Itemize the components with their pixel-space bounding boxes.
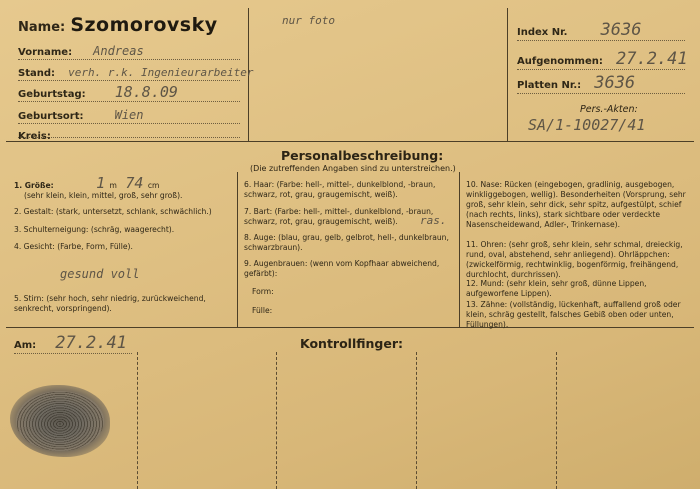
stand-label: Stand: [18, 68, 56, 79]
divider-header [6, 141, 694, 142]
groesse-value-cm: 74 [125, 174, 144, 192]
schulterneigung: 3. Schulterneigung: (schräg, waagerecht). [14, 225, 175, 234]
index-row [517, 20, 685, 41]
fuelle-label: Fülle: [252, 306, 273, 315]
finger-divider-2 [276, 352, 277, 489]
finger-divider-3 [416, 352, 417, 489]
gesicht: 4. Gesicht: (Farbe, Form, Fülle). [14, 242, 133, 251]
kreis-label: Kreis: [18, 131, 51, 142]
platten-label: Platten Nr.: [517, 80, 582, 91]
personal-subtitle: (Die zutreffenden Angaben sind zu unterstreichen.) [250, 164, 456, 173]
am-value: 27.2.41 [55, 333, 127, 353]
nase: 10. Nase: Rücken (eingebogen, gradlinig, ausgebogen, winkliggebogen, wellig). Besonderheiten (Vorsprung, sehr groß, sehr klein, sehr dick, sehr spitz, aufgestülpt, schief (nach rechts, links), stark sichtbare oder verdeckte Nasenscheidewand, Adler-, Trinkernase). [466, 180, 686, 229]
name-label: Name: [18, 20, 66, 35]
divider-col2 [459, 172, 460, 327]
geburtstag-value: 18.8.09 [114, 83, 178, 101]
akten-value: SA/1-10027/41 [528, 116, 646, 134]
vorname-row [18, 40, 240, 60]
aufgenommen-row [517, 49, 688, 70]
stand-value: verh. r.k. Ingenieurarbeiter [68, 66, 254, 79]
geburtsort-row [18, 104, 240, 124]
stand-row [18, 61, 254, 81]
kontrollfinger-title: Kontrollfinger: [300, 336, 404, 351]
name-row [18, 14, 218, 36]
aufgenommen-label: Aufgenommen: [517, 56, 603, 67]
akten-label: Pers.-Akten: [580, 104, 638, 115]
ohren: 11. Ohren: (sehr groß, sehr klein, sehr schmal, dreieckig, rund, oval, abstehend, sehr anliegend). Ohrläppchen: (zwickelförmig, rechtwinklig, bogenförmig, freihängend, durchlocht, durchrissen). [466, 240, 683, 279]
fingerprint-image [10, 385, 110, 457]
vorname-value: Andreas [93, 44, 144, 58]
groesse-row [14, 174, 234, 192]
finger-divider-1 [137, 352, 138, 489]
am-label: Am: [14, 340, 37, 351]
groesse-options: (sehr klein, klein, mittel, groß, sehr groß). [24, 191, 183, 200]
geburtstag-row [18, 82, 240, 102]
divider-right [507, 8, 508, 141]
vorname-label: Vorname: [18, 47, 73, 58]
index-value: 3636 [600, 20, 642, 40]
divider-col1 [237, 172, 238, 327]
gestalt: 2. Gestalt: (stark, untersetzt, schlank, schwächlich.) [14, 207, 212, 216]
personal-title: Personalbeschreibung: [281, 148, 444, 163]
groesse-unit-cm: cm [147, 181, 160, 190]
stirn: 5. Stirn: (sehr hoch, sehr niedrig, zurückweichend, senkrecht, vorspringend). [14, 294, 206, 313]
geburtstag-label: Geburtstag: [18, 89, 86, 100]
bart-value: ras. [420, 214, 447, 227]
index-label: Index Nr. [517, 27, 568, 38]
bart: 7. Bart: (Farbe: hell-, mittel-, dunkelblond, -braun, schwarz, rot, grau, graugemischt, weiß). [244, 207, 434, 226]
groesse-unit-m: m [109, 181, 117, 190]
aufgenommen-value: 27.2.41 [615, 49, 688, 69]
groesse-value-m: 1 [96, 174, 106, 192]
mund: 12. Mund: (sehr klein, sehr groß, dünne Lippen, aufgeworfene Lippen). [466, 279, 647, 298]
platten-row [517, 73, 685, 94]
groesse-label: 1. Größe: [14, 181, 54, 190]
augen: 8. Auge: (blau, grau, gelb, gelbrot, hell-, dunkelbraun, schwarzbraun). [244, 233, 449, 252]
haar: 6. Haar: (Farbe: hell-, mittel-, dunkelblond, -braun, schwarz, rot, grau, graugemischt, weiß). [244, 180, 436, 199]
form-label: Form: [252, 287, 274, 296]
geburtsort-label: Geburtsort: [18, 111, 84, 122]
zaehne: 13. Zähne: (vollständig, lückenhaft, auffallend groß oder klein, schräg gestellt, falsches Gebiß oben oder unten, Füllungen). [466, 300, 681, 329]
kreis-row [18, 124, 240, 142]
name-value: Szomorovsky [70, 14, 218, 36]
finger-divider-4 [556, 352, 557, 489]
augenbrauen: 9. Augenbrauen: (wenn vom Kopfhaar abweichend, gefärbt): [244, 259, 440, 278]
photo-note: nur foto [282, 14, 335, 27]
am-row [14, 333, 132, 354]
platten-value: 3636 [594, 73, 636, 93]
gesicht-value: gesund voll [60, 267, 140, 281]
geburtsort-value: Wien [114, 108, 144, 122]
